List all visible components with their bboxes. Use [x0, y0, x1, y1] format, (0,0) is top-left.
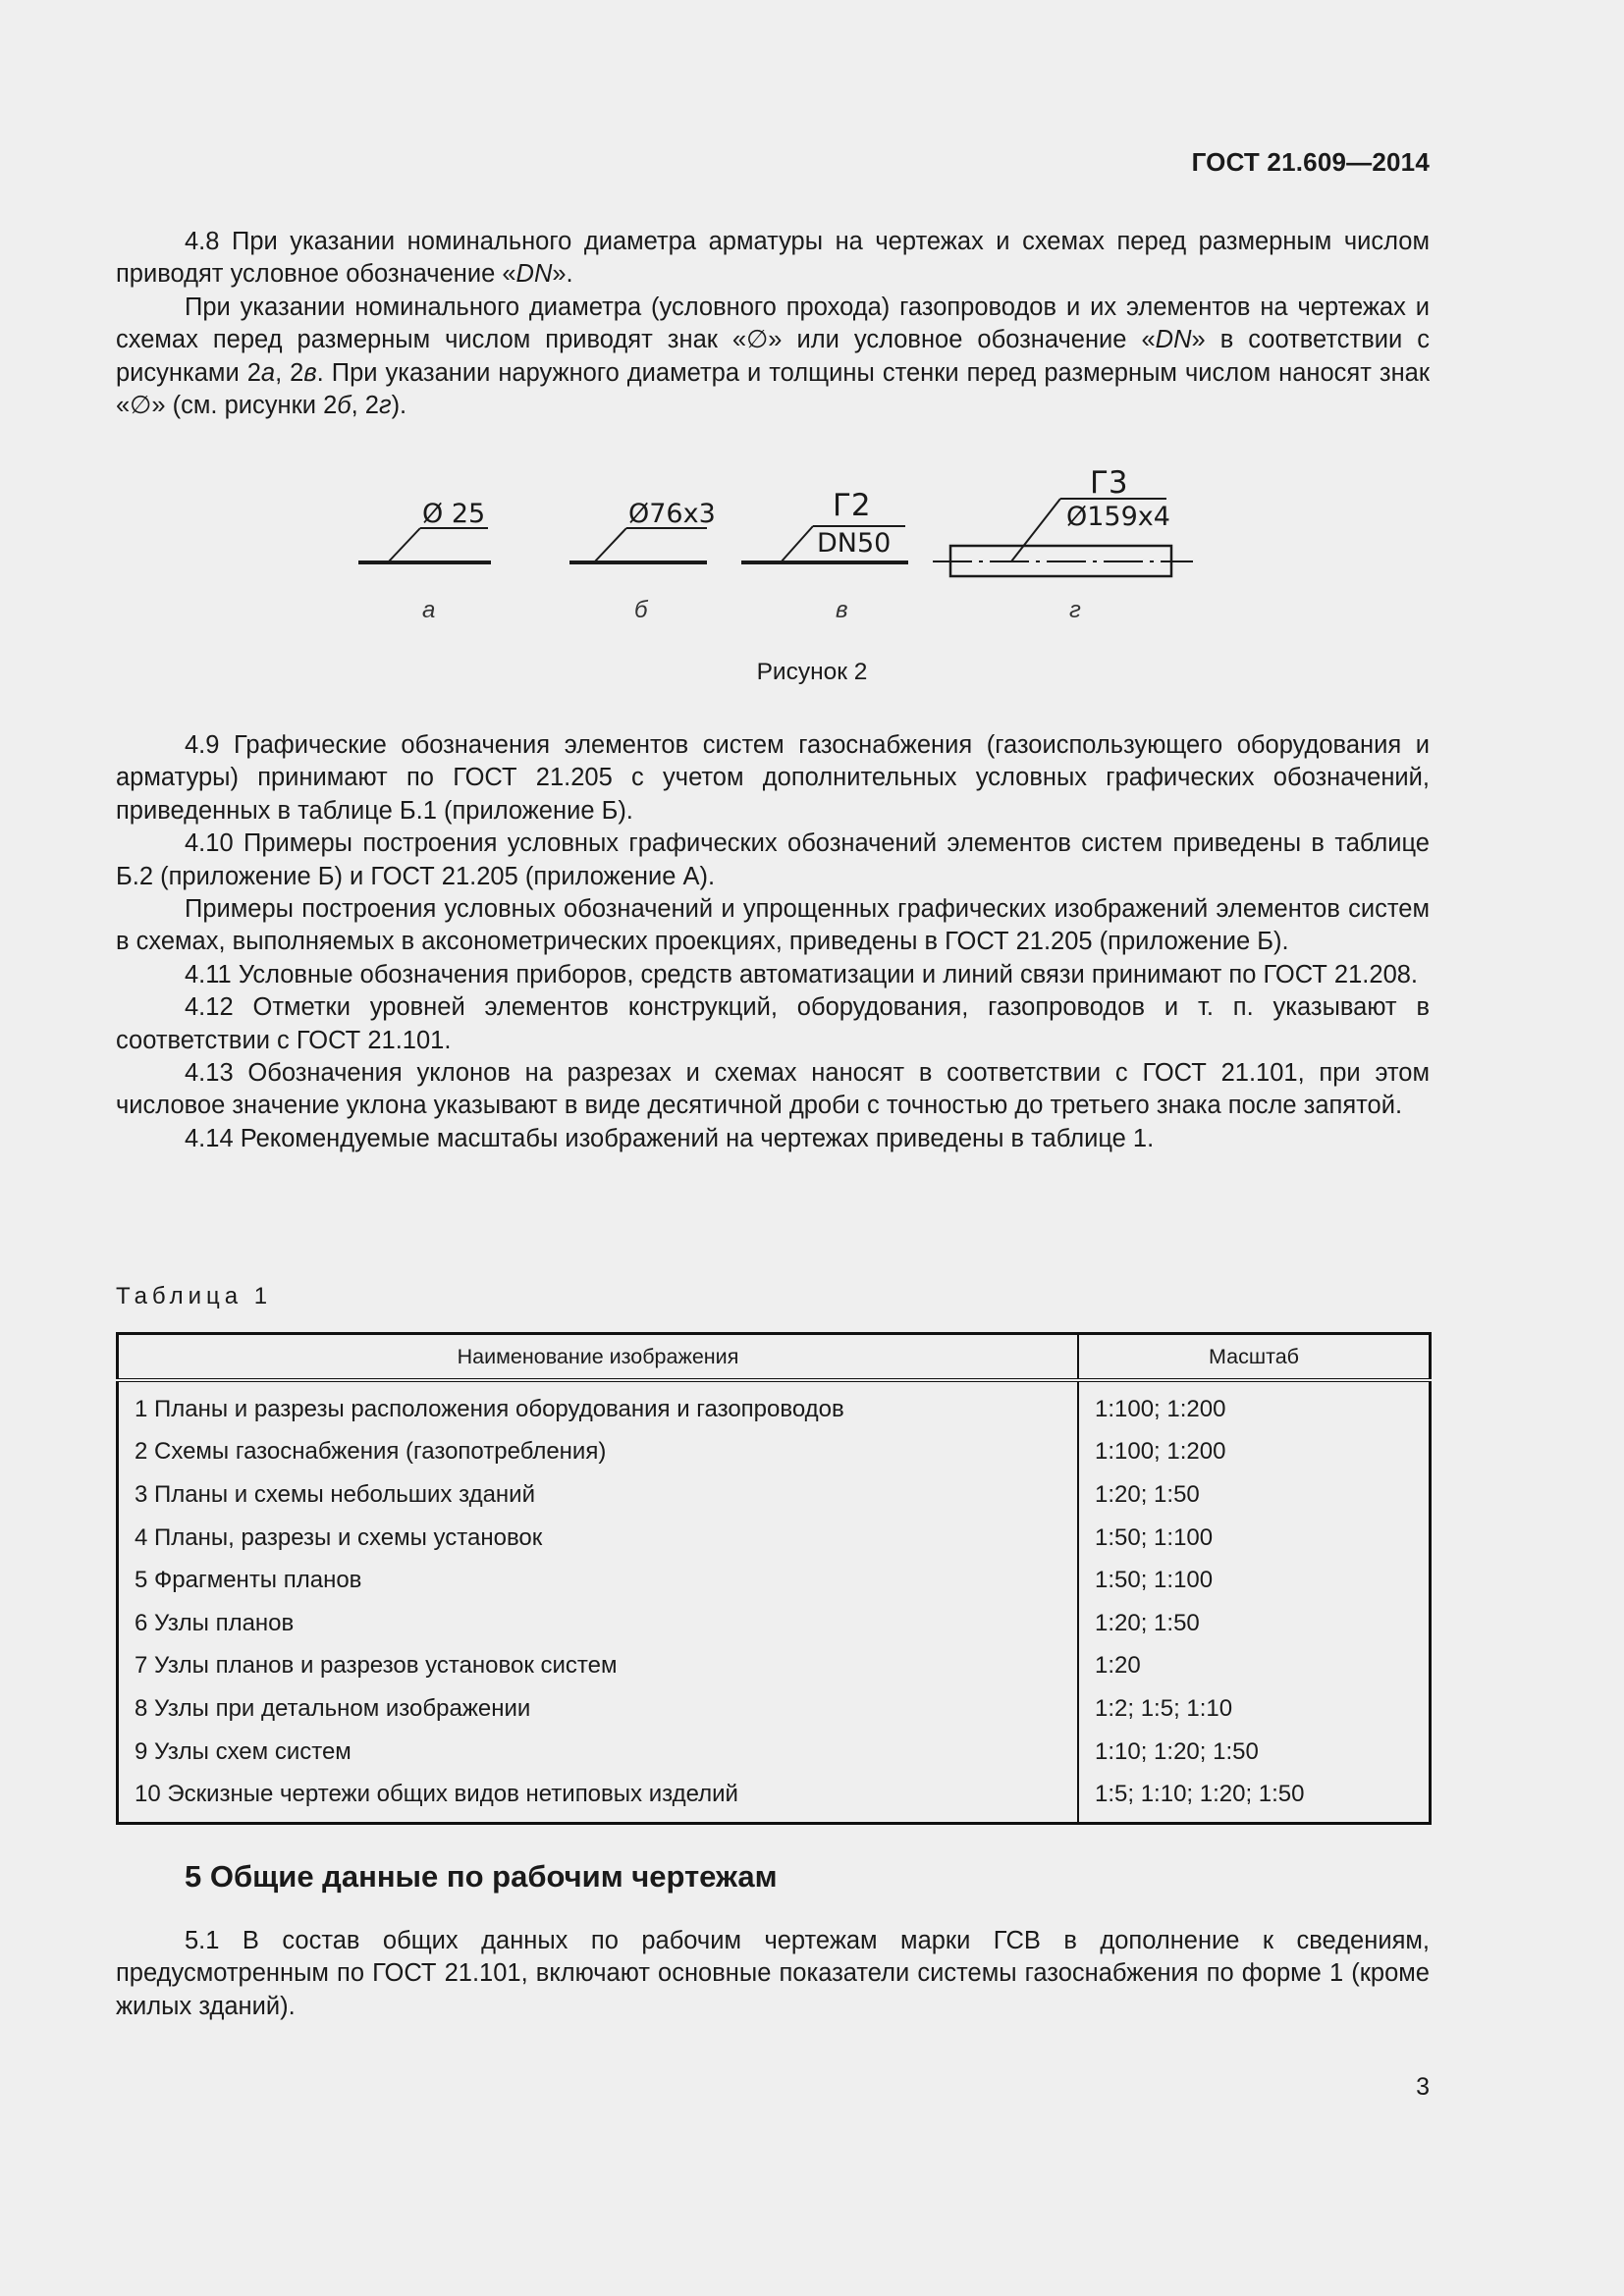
clause-4-10-examples: Примеры построения условных обозначений и упрощенных графических изображений элементов систем в схемах, выполняемых в аксонометрических проекциях, приведены в ГОСТ 21.205 (приложение Б). — [116, 895, 1430, 956]
clause-4-14: 4.14 Рекомендуемые масштабы изображений на чертежах приведены в таблице 1. — [185, 1124, 1155, 1152]
table-row — [118, 1687, 1431, 1731]
table-cell-name: 6 Узлы планов — [118, 1602, 1079, 1645]
scale-table — [116, 1332, 1432, 1825]
table-row — [118, 1431, 1431, 1474]
table-cell-scale: 1:100; 1:200 — [1095, 1395, 1226, 1422]
leader-g — [1011, 499, 1060, 561]
figure-item-g-top: Г3 — [1090, 465, 1128, 501]
figure-item-v-bottom: DN50 — [817, 528, 892, 559]
clause-4-9: 4.9 Графические обозначения элементов систем газоснабжения (газоиспользующего оборудования и арматуры) принимают по ГОСТ 21.205 с учетом дополнительных условных графических обозначений, приведенных в таблице Б.1 (приложение Б). — [116, 731, 1430, 825]
figure-caption: Рисунок 2 — [756, 659, 868, 685]
table-cell-scale: 1:10; 1:20; 1:50 — [1095, 1737, 1259, 1765]
pipe-outline-g — [950, 546, 1171, 576]
table-cell-scale: 1:20; 1:50 — [1095, 1609, 1200, 1636]
table-header-scale: Масштаб — [1078, 1334, 1431, 1381]
table-cell-scale: 1:20 — [1095, 1652, 1141, 1680]
table-row — [118, 1773, 1431, 1823]
table-cell-name: 7 Узлы планов и разрезов установок систем — [118, 1645, 1079, 1688]
table-cell-scale: 1:20; 1:50 — [1095, 1480, 1200, 1508]
figure-label-a: а — [422, 597, 436, 623]
leader-v — [781, 526, 813, 562]
table-cell-name: 10 Эскизные чертежи общих видов нетиповых изделий — [118, 1773, 1079, 1823]
table-row — [118, 1559, 1431, 1602]
clause-5-1: 5.1 В состав общих данных по рабочим чертежам марки ГСВ в дополнение к сведениям, предусмотренным по ГОСТ 21.101, включают основные показатели системы газоснабжения по форме 1 (кроме жилых зданий). — [116, 1927, 1430, 2020]
clause-4-10: 4.10 Примеры построения условных графических обозначений элементов систем приведены в таблице Б.2 (приложение Б) и ГОСТ 21.205 (приложение А). — [116, 829, 1430, 890]
table-header-row — [118, 1334, 1431, 1381]
table-row — [118, 1731, 1431, 1774]
clauses-4-9-to-4-14 — [116, 729, 1430, 1155]
table-cell-scale: 1:2; 1:5; 1:10 — [1095, 1694, 1233, 1722]
clause-4-11: 4.11 Условные обозначения приборов, средств автоматизации и линий связи принимают по ГОСТ 21.208. — [185, 960, 1419, 988]
figure-item-v-top: Г2 — [833, 488, 871, 523]
table-cell-scale: 1:50; 1:100 — [1095, 1567, 1214, 1594]
table-row — [118, 1380, 1431, 1431]
clause-4-8 — [116, 226, 1430, 422]
figure-label-b: б — [634, 597, 648, 623]
table-cell-scale: 1:100; 1:200 — [1095, 1438, 1226, 1466]
table-row — [118, 1645, 1431, 1688]
figure-label-g: г — [1069, 597, 1081, 623]
leader-a — [388, 528, 420, 562]
table-cell-name: 8 Узлы при детальном изображении — [118, 1687, 1079, 1731]
table-row — [118, 1602, 1431, 1645]
table-cell-name: 9 Узлы схем систем — [118, 1731, 1079, 1774]
table-cell-scale: 1:5; 1:10; 1:20; 1:50 — [1095, 1781, 1305, 1808]
clause-4-13: 4.13 Обозначения уклонов на разрезах и схемах наносят в соответствии с ГОСТ 21.101, при этом числовое значение уклона указывают в виде десятичной дроби с точностью до третьего знака после запятой. — [116, 1059, 1430, 1120]
figure-item-a-text: Ø 25 — [422, 499, 486, 529]
clause-4-12: 4.12 Отметки уровней элементов конструкций, оборудования, газопроводов и т. п. указывают в соответствии с ГОСТ 21.101. — [116, 993, 1430, 1054]
table-row — [118, 1517, 1431, 1560]
table-header-name: Наименование изображения — [118, 1334, 1079, 1381]
clause-4-8-p2: При указании номинального диаметра (условного прохода) газопроводов и их элементов на чертежах и схемах перед размерным числом приводят знак «∅» или условное обозначение «DN» в соответствии с рисунками 2а, 2в. При указании наружного диаметра и толщины стенки перед размерным числом наносят знак «∅» (см. рисунки 2б, 2г). — [116, 293, 1430, 420]
document-code: ГОСТ 21.609—2014 — [1191, 147, 1430, 177]
figure-label-v: в — [836, 597, 848, 623]
leader-b — [594, 528, 626, 562]
clause-5-1-block — [116, 1925, 1430, 2023]
table-cell-name: 5 Фрагменты планов — [118, 1559, 1079, 1602]
table-caption: Таблица 1 — [116, 1283, 273, 1309]
figure-item-g-bottom: Ø159x4 — [1066, 502, 1170, 532]
table-cell-name: 3 Планы и схемы небольших зданий — [118, 1473, 1079, 1517]
clause-4-8-p1: 4.8 При указании номинального диаметра арматуры на чертежах и схемах перед размерным числом приводят условное обозначение «DN». — [116, 228, 1430, 289]
figure-item-b-text: Ø76x3 — [628, 499, 716, 529]
page-number: 3 — [1416, 2073, 1430, 2101]
table-cell-name: 1 Планы и разрезы расположения оборудования и газопроводов — [118, 1380, 1079, 1431]
table-row — [118, 1473, 1431, 1517]
section-5-title: 5 Общие данные по рабочим чертежам — [185, 1859, 778, 1894]
table-cell-name: 4 Планы, разрезы и схемы установок — [118, 1517, 1079, 1560]
table-cell-scale: 1:50; 1:100 — [1095, 1523, 1214, 1551]
table-cell-name: 2 Схемы газоснабжения (газопотребления) — [118, 1431, 1079, 1474]
